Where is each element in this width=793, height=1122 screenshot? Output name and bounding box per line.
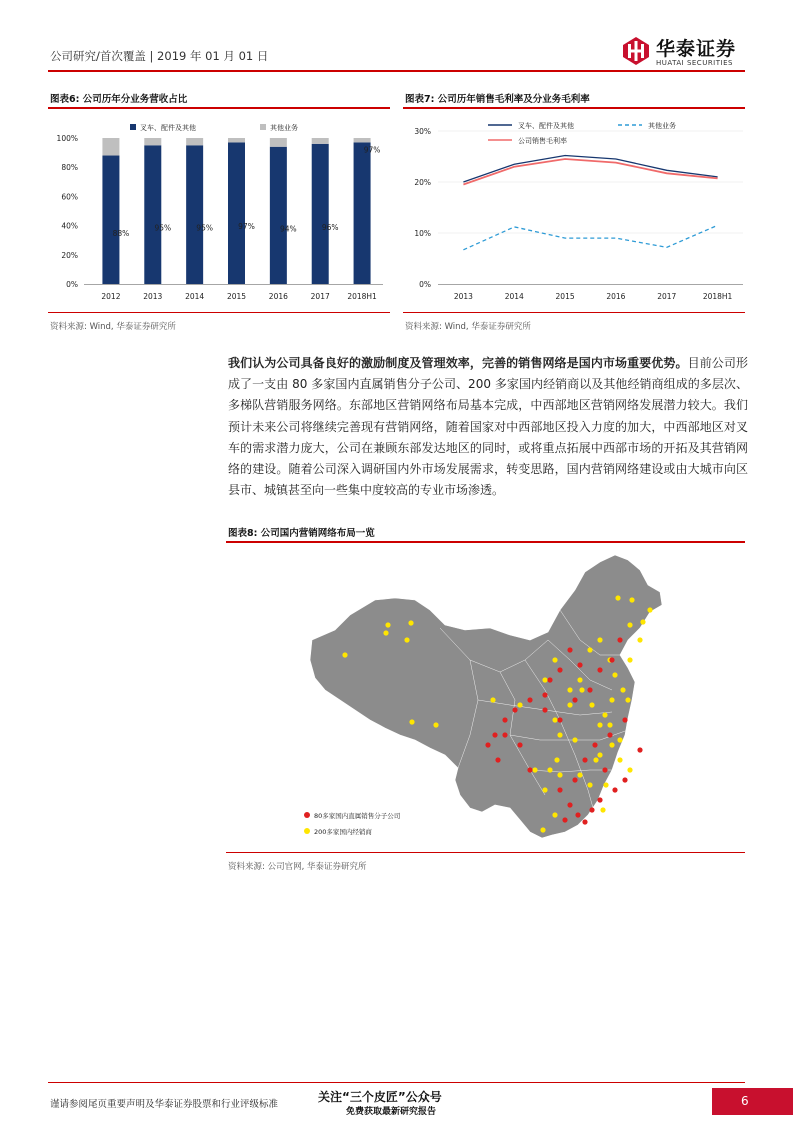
map-dealer-point <box>552 717 557 722</box>
map-dealer-point <box>612 672 617 677</box>
map-legend-red-label: 80多家国内直属销售分子公司 <box>314 812 401 820</box>
map-dealer-point <box>627 622 632 627</box>
map-branch-point <box>547 677 552 682</box>
fig6-source: 资料来源: Wind, 华泰证券研究所 <box>50 322 176 332</box>
map-legend-red-dot <box>304 812 310 818</box>
page-number: 6 <box>741 1094 749 1108</box>
map-dealer-point <box>597 722 602 727</box>
fig6-data-label-2012: 88% <box>112 228 130 238</box>
fig7-xtick-2015: 2015 <box>555 292 575 301</box>
map-dealer-point <box>602 712 607 717</box>
map-dealer-point <box>627 657 632 662</box>
fig6-bar-0-2014 <box>186 145 203 284</box>
map-dealer-point <box>640 619 645 624</box>
fig6-bar-1-2016 <box>270 138 287 147</box>
map-branch-point <box>557 667 562 672</box>
map-dealer-point <box>577 677 582 682</box>
footer-divider <box>48 1082 745 1083</box>
map-branch-point <box>567 802 572 807</box>
map-branch-point <box>557 787 562 792</box>
map-dealer-point <box>385 622 390 627</box>
fig7-chart <box>403 110 748 310</box>
fig6-data-label-2015: 97% <box>238 222 255 232</box>
header-divider <box>48 70 745 72</box>
map-branch-point <box>597 797 602 802</box>
map-branch-point <box>492 732 497 737</box>
body-paragraph <box>228 353 748 501</box>
map-branch-point <box>527 697 532 702</box>
fig6-bar-0-2016 <box>270 147 287 284</box>
logo-text-en: HUATAI SECURITIES <box>656 59 733 67</box>
header-breadcrumb: 公司研究/首次覆盖 | 2019 年 01 月 01 日 <box>50 49 269 63</box>
fig6-ytick-0: 0% <box>66 280 78 289</box>
map-dealer-point <box>625 697 630 702</box>
fig8-source: 资料来源: 公司官网, 华泰证券研究所 <box>228 862 367 872</box>
map-branch-point <box>512 707 517 712</box>
map-dealer-point <box>490 697 495 702</box>
map-branch-point <box>567 647 572 652</box>
footer-follow: 关注“三个皮匠”公众号 <box>318 1090 442 1104</box>
map-branch-point <box>557 717 562 722</box>
fig6-bar-0-2015 <box>228 142 245 284</box>
map-dealer-point <box>617 757 622 762</box>
map-branch-point <box>592 742 597 747</box>
map-dealer-point <box>567 702 572 707</box>
fig6-bar-1-2012 <box>102 138 119 156</box>
fig6-bar-1-2017 <box>312 138 329 144</box>
map-branch-point <box>502 717 507 722</box>
map-dealer-point <box>587 647 592 652</box>
fig6-bar-1-2014 <box>186 138 203 145</box>
map-dealer-point <box>542 787 547 792</box>
fig6-bar-1-2015 <box>228 138 245 142</box>
fig8-bottom-rule <box>226 852 745 853</box>
map-branch-point <box>582 819 587 824</box>
map-branch-point <box>542 692 547 697</box>
map-branch-point <box>637 747 642 752</box>
fig6-legend-swatch-0 <box>130 124 136 130</box>
map-branch-point <box>575 812 580 817</box>
fig7-legend-label-2: 公司销售毛利率 <box>518 137 567 145</box>
fig6-bar-0-2017 <box>312 144 329 284</box>
fig6-bar-1-2013 <box>144 138 161 145</box>
fig7-source: 资料来源: Wind, 华泰证券研究所 <box>405 322 531 332</box>
fig6-xtick-2018H1: 2018H1 <box>347 292 377 301</box>
map-dealer-point <box>603 782 608 787</box>
map-dealer-point <box>609 697 614 702</box>
map-branch-point <box>589 807 594 812</box>
map-branch-point <box>495 757 500 762</box>
fig6-ytick-3: 60% <box>61 192 78 202</box>
map-branch-point <box>485 742 490 747</box>
logo-text-cn: 华泰证券 <box>656 38 737 60</box>
map-dealer-point <box>629 597 634 602</box>
map-dealer-point <box>552 657 557 662</box>
paragraph-lead: 我们认为公司具备良好的激励制度及管理效率，完善的销售网络是国内市场重要优势。 <box>228 356 688 370</box>
map-branch-point <box>542 707 547 712</box>
map-dealer-point <box>589 702 594 707</box>
fig7-ytick-zero: 0% <box>419 280 431 289</box>
map-dealer-point <box>647 607 652 612</box>
fig6-ytick-1: 20% <box>61 250 78 260</box>
map-branch-point <box>602 767 607 772</box>
fig7-series-line-0 <box>463 156 717 183</box>
map-dealer-point <box>615 595 620 600</box>
footer-disclaimer: 谨请参阅尾页重要声明及华泰证券股票和行业评级标准 <box>50 1099 279 1110</box>
map-dealer-point <box>433 722 438 727</box>
map-branch-point <box>527 767 532 772</box>
fig6-data-label-2017: 96% <box>321 222 339 232</box>
fig7-xtick-2013: 2013 <box>453 292 473 301</box>
map-dealer-point <box>342 652 347 657</box>
map-dealer-point <box>609 742 614 747</box>
fig6-legend-label-1: 其他业务 <box>270 124 298 132</box>
map-dealer-point <box>383 630 388 635</box>
fig6-data-label-2018H1: 97% <box>363 145 381 155</box>
map-dealer-point <box>600 807 605 812</box>
fig6-ytick-4: 80% <box>61 163 78 173</box>
map-branch-point <box>577 662 582 667</box>
map-dealer-point <box>637 637 642 642</box>
fig6-title: 图表6: 公司历年分业务营收占比 <box>50 94 188 105</box>
map-dealer-point <box>587 782 592 787</box>
fig6-xtick-2012: 2012 <box>101 292 121 301</box>
fig6-bar-1-2018H1 <box>354 138 371 142</box>
china-map <box>226 545 745 850</box>
map-legend-yellow-label: 200多家国内经销商 <box>314 828 372 836</box>
map-dealer-point <box>597 637 602 642</box>
fig7-legend-label-0: 叉车、配件及其他 <box>518 122 574 130</box>
fig8-title-rule <box>226 541 745 543</box>
map-branch-point <box>622 717 627 722</box>
fig7-series-line-1 <box>463 225 717 250</box>
map-dealer-point <box>547 767 552 772</box>
map-branch-point <box>572 697 577 702</box>
map-dealer-point <box>597 752 602 757</box>
fig6-xtick-2015: 2015 <box>226 292 247 301</box>
fig7-bottom-rule <box>403 312 745 313</box>
fig6-bar-0-2018H1 <box>354 142 371 284</box>
map-branch-point <box>607 732 612 737</box>
map-dealer-point <box>557 772 562 777</box>
map-dealer-point <box>557 732 562 737</box>
map-branch-point <box>622 777 627 782</box>
map-branch-point <box>612 787 617 792</box>
fig6-bottom-rule <box>48 312 390 313</box>
footer-sub: 免费获取最新研究报告 <box>346 1107 437 1117</box>
map-dealer-point <box>627 767 632 772</box>
map-dealer-point <box>554 757 559 762</box>
map-branch-point <box>582 757 587 762</box>
fig6-chart <box>48 110 393 310</box>
fig7-title-rule <box>403 107 745 109</box>
fig7-title: 图表7: 公司历年销售毛利率及分业务毛利率 <box>405 94 590 105</box>
fig6-data-label-2013: 95% <box>154 223 172 233</box>
map-dealer-point <box>404 637 409 642</box>
map-branch-point <box>609 657 614 662</box>
map-dealer-point <box>620 687 625 692</box>
map-branch-point <box>502 732 507 737</box>
fig7-ytick-1: 20% <box>414 178 431 187</box>
map-branch-point <box>517 742 522 747</box>
map-branch-point <box>597 667 602 672</box>
fig8-title: 图表8: 公司国内营销网络布局一览 <box>228 528 375 539</box>
map-dealer-point <box>572 737 577 742</box>
fig7-ytick-2: 30% <box>414 127 431 136</box>
fig6-xtick-2016: 2016 <box>268 292 288 301</box>
fig6-xtick-2014: 2014 <box>185 292 205 301</box>
map-dealer-point <box>408 620 413 625</box>
map-dealer-point <box>617 737 622 742</box>
map-branch-point <box>587 687 592 692</box>
map-dealer-point <box>607 722 612 727</box>
map-dealer-point <box>593 757 598 762</box>
fig6-ytick-5: 100% <box>56 134 78 143</box>
fig6-bar-0-2013 <box>144 145 161 284</box>
map-dealer-point <box>517 702 522 707</box>
map-dealer-point <box>532 767 537 772</box>
huatai-logo-icon <box>622 36 650 66</box>
map-dealer-point <box>552 812 557 817</box>
fig6-title-rule <box>48 107 390 109</box>
fig6-legend-label-0: 叉车、配件及其他 <box>140 124 196 132</box>
china-map-shape <box>310 555 662 838</box>
fig7-legend-label-1: 其他业务 <box>648 122 676 130</box>
huatai-logo <box>622 34 752 70</box>
map-dealer-point <box>540 827 545 832</box>
fig6-xtick-2013: 2013 <box>143 292 163 301</box>
map-branch-point <box>572 777 577 782</box>
fig6-ytick-2: 40% <box>61 221 78 231</box>
map-branch-point <box>562 817 567 822</box>
paragraph-body: 目前公司形成了一支由 80 多家国内直属销售分子公司、200 多家国内经销商以及其他经销商组成的多层次、多梯队营销服务网络。东部地区营销网络布局基本完成，中西部地区营销网络发展潜力较大。我们预计未来公司将继续完善现有营销网络，随着国家对中西部地区投入力度的加大，中西部地区对叉车的需求潜力庞大，公司在兼顾东部发达地区的同时，或将重点拓展中西部市场的开拓及其营销网络的建设。随着公司深入调研国内外市场发展需求，转变思路，国内营销网络建设或由大城市向区县市、城镇甚至向一些集中度较高的专业市场渗透。 <box>228 356 748 498</box>
fig6-data-label-2014: 95% <box>196 223 213 233</box>
map-dealer-point <box>579 687 584 692</box>
fig6-bar-0-2012 <box>102 156 119 284</box>
fig7-xtick-2014: 2014 <box>504 292 524 301</box>
fig7-xtick-2016: 2016 <box>606 292 626 301</box>
fig7-ytick-0: 10% <box>414 229 431 238</box>
fig7-xtick-2017: 2017 <box>657 292 677 301</box>
map-dealer-point <box>409 719 414 724</box>
map-legend-yellow-dot <box>304 828 310 834</box>
page-number-box <box>712 1088 793 1115</box>
fig7-xtick-2018H1: 2018H1 <box>702 292 733 301</box>
map-dealer-point <box>577 772 582 777</box>
map-dealer-point <box>567 687 572 692</box>
fig6-legend-swatch-1 <box>260 124 266 130</box>
fig6-data-label-2016: 94% <box>280 224 297 234</box>
map-dealer-point <box>542 677 547 682</box>
fig6-xtick-2017: 2017 <box>310 292 330 301</box>
map-branch-point <box>617 637 622 642</box>
